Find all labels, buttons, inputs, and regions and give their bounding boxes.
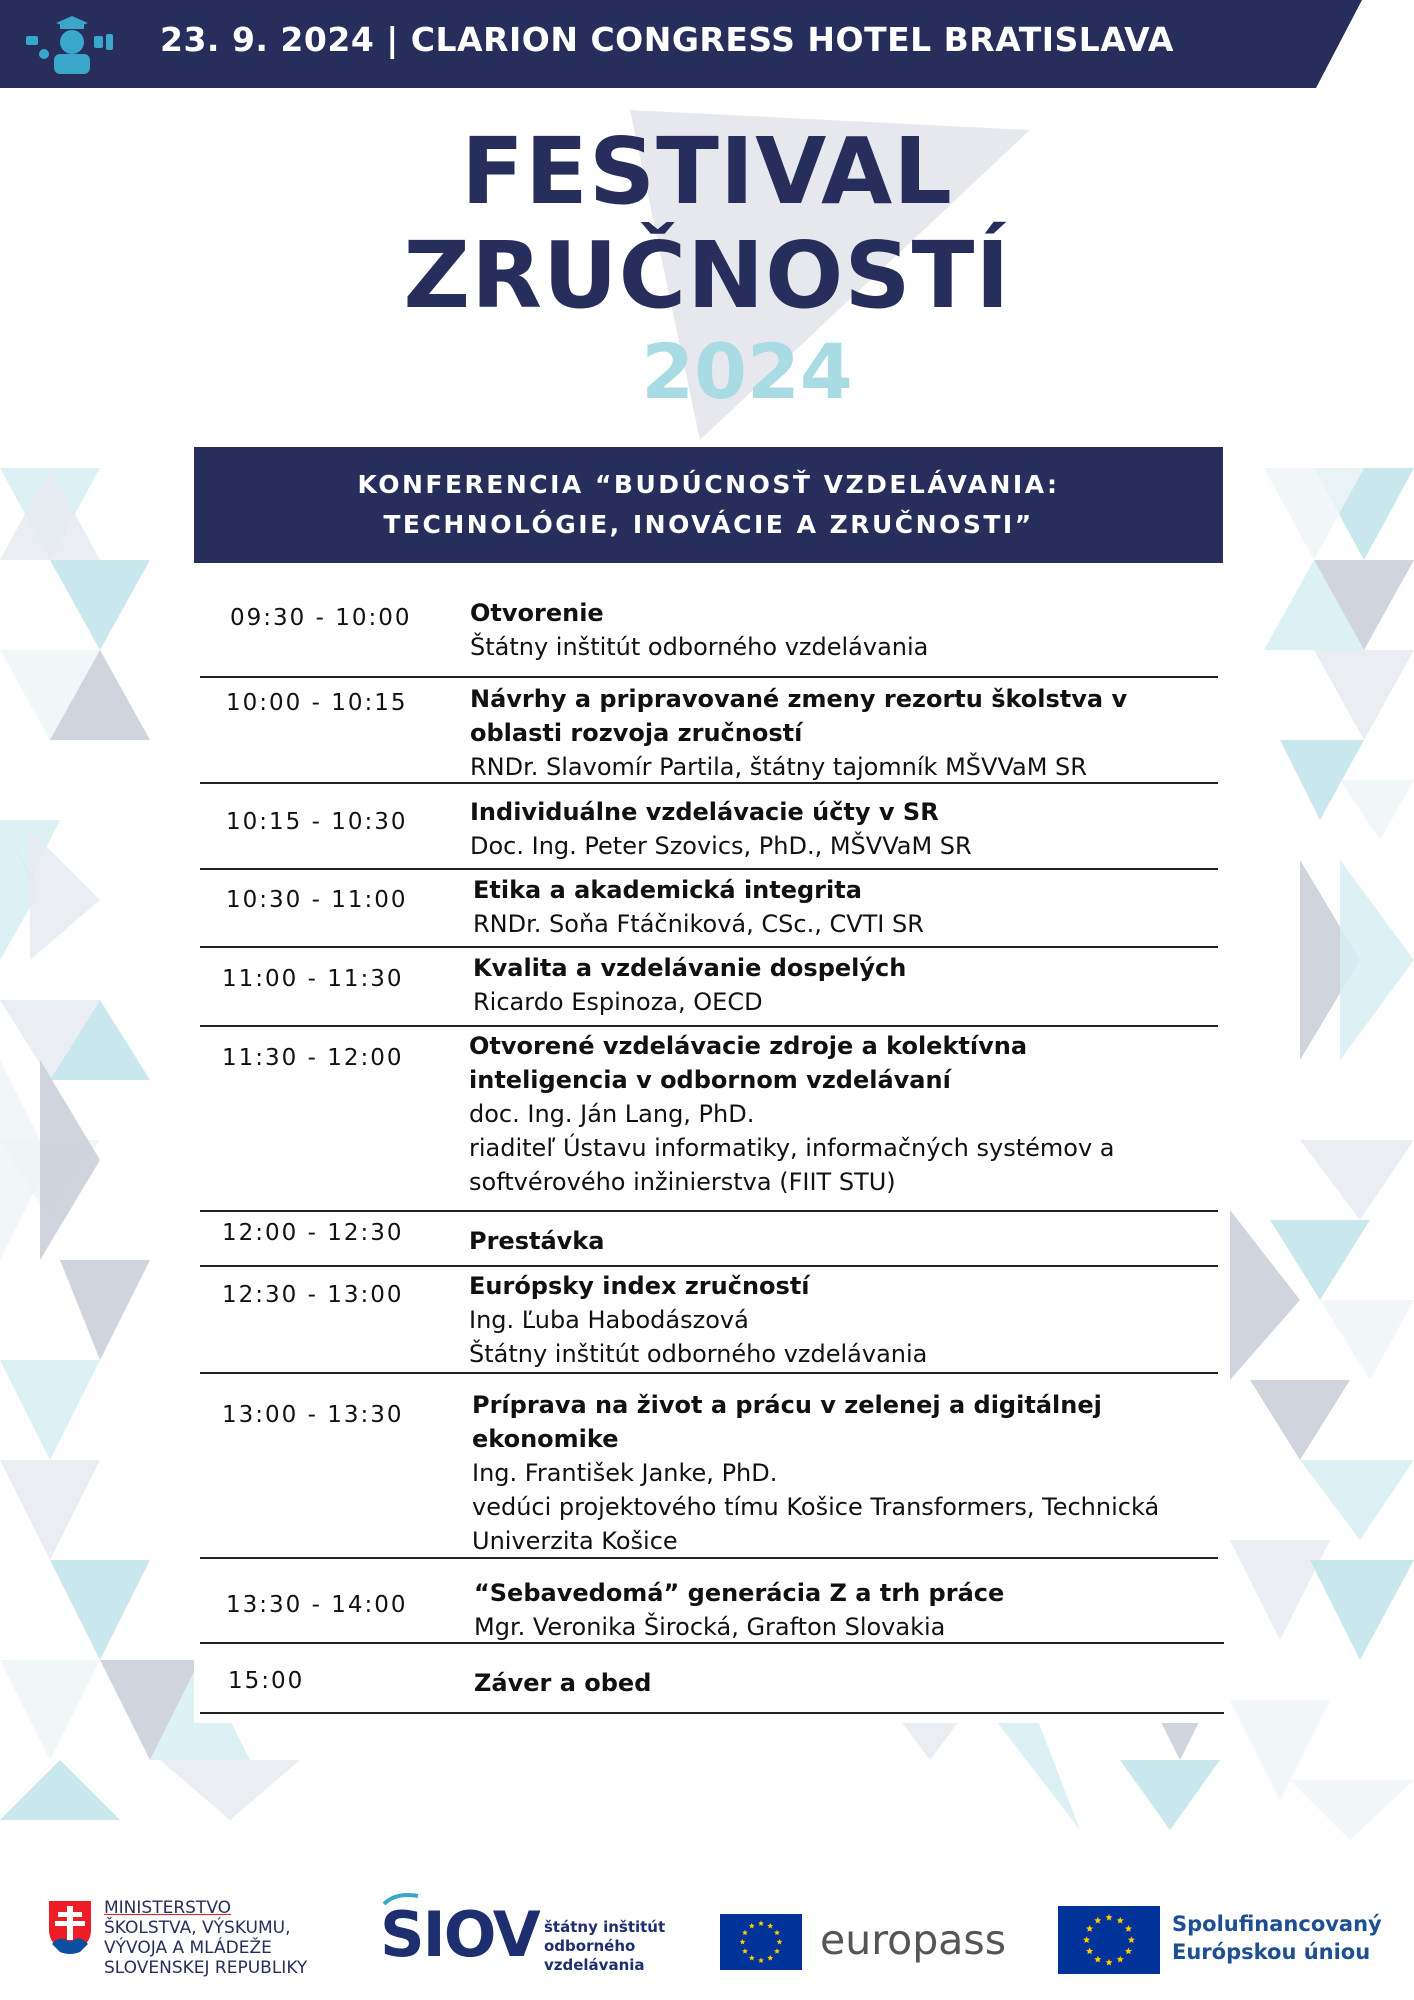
europass-flag [720, 1914, 802, 1970]
program-time: 10:30 - 11:00 [226, 887, 408, 913]
eu-flag-icon [1058, 1906, 1160, 1974]
background-triangle [0, 1360, 100, 1460]
siov-logo [380, 1894, 540, 1984]
program-title: Individuálne vzdelávacie účty v SR [470, 798, 939, 826]
divider [200, 1557, 1218, 1559]
program-time: 15:00 [228, 1668, 305, 1694]
background-triangle [1300, 1140, 1414, 1220]
background-triangle [1230, 1540, 1330, 1640]
ministry-logo [46, 1898, 94, 1956]
background-triangle [1320, 1300, 1414, 1380]
background-triangle [40, 1060, 100, 1260]
slovak-coat-of-arms-icon [46, 1898, 94, 1956]
divider [200, 1642, 1224, 1644]
program-time: 11:30 - 12:00 [222, 1045, 404, 1071]
program-detail: Mgr. Veronika Širocká, Grafton Slovakia [474, 1613, 946, 1641]
background-triangle [0, 1660, 100, 1760]
program-detail: Štátny inštitút odborného vzdelávania [469, 1340, 928, 1368]
program-detail: Ricardo Espinoza, OECD [473, 988, 763, 1016]
background-triangle [30, 830, 100, 960]
conference-banner [194, 447, 1223, 563]
background-triangle [60, 1260, 150, 1360]
background-triangle [1340, 780, 1414, 840]
background-triangle [900, 1720, 960, 1760]
siov-subtitle-line: vzdelávania [544, 1956, 645, 1974]
program-time: 13:30 - 14:00 [226, 1592, 408, 1618]
program-detail: Ing. František Janke, PhD. [472, 1459, 778, 1487]
title-line-2: ZRUČNOSTÍ [403, 222, 1011, 329]
conference-title-line-2: TECHNOLÓGIE, INOVÁCIE A ZRUČNOSTI” [383, 510, 1034, 539]
program-time: 12:00 - 12:30 [222, 1220, 404, 1246]
ministry-name [104, 1898, 307, 1978]
program-detail: RNDr. Soňa Ftáčniková, CSc., CVTI SR [473, 910, 924, 938]
siov-subtitle-line: odborného [544, 1937, 636, 1955]
background-triangle [1250, 1380, 1350, 1460]
eu-flag-icon [720, 1914, 802, 1970]
europass-wordmark: europass [820, 1916, 1007, 1964]
ministry-name-line: VÝVOJA A MLÁDEŽE [104, 1938, 272, 1958]
program-time: 10:00 - 10:15 [226, 690, 408, 716]
program-title: Príprava na život a prácu v zelenej a digitálnej ekonomike [472, 1391, 1102, 1453]
program-detail: Doc. Ing. Peter Szovics, PhD., MŠVVaM SR [470, 832, 972, 860]
divider [200, 676, 1218, 678]
program-detail: doc. Ing. Ján Lang, PhD. [469, 1100, 755, 1128]
program-title: Návrhy a pripravované zmeny rezortu školstva v oblasti rozvoja zručností [470, 685, 1128, 747]
ministry-name-line: MINISTERSTVO [104, 1898, 232, 1918]
program-time: 09:30 - 10:00 [230, 605, 412, 631]
ministry-name-line: SLOVENSKEJ REPUBLIKY [104, 1958, 308, 1978]
background-triangle [50, 1560, 150, 1660]
divider [200, 1712, 1224, 1714]
background-triangle [50, 560, 150, 650]
siov-subtitle [544, 1918, 665, 1975]
background-triangle [1310, 1560, 1414, 1660]
siov-subtitle-line: štátny inštitút [544, 1918, 666, 1936]
program-detail: riaditeľ Ústavu informatiky, informačných systémov a softvérového inžinierstva (FIIT STU) [469, 1134, 1115, 1196]
program-detail: RNDr. Slavomír Partila, štátny tajomník MŠVVaM SR [470, 753, 1087, 781]
eu-flag [1058, 1906, 1160, 1974]
program-title: Záver a obed [474, 1669, 652, 1697]
program-time: 10:15 - 10:30 [226, 809, 408, 835]
background-triangle [1290, 1780, 1414, 1840]
divider [200, 1265, 1218, 1267]
program-time: 13:00 - 13:30 [222, 1402, 404, 1428]
title-year: 2024 [641, 327, 853, 416]
eu-cofunded-text [1172, 1910, 1382, 1966]
program-time: 12:30 - 13:00 [222, 1282, 404, 1308]
background-triangle [0, 1760, 120, 1820]
program-title: Prestávka [469, 1227, 605, 1255]
background-triangle [1300, 1460, 1414, 1540]
background-triangle [1340, 860, 1414, 1060]
eu-cofunded-line: Európskou úniou [1172, 1940, 1371, 1964]
partner-logos [0, 1880, 1414, 2000]
divider [200, 946, 1218, 948]
background-triangle [160, 1760, 300, 1820]
background-triangle [1314, 650, 1414, 740]
top-banner [0, 0, 1414, 88]
divider [200, 1210, 1218, 1212]
program-title: Európsky index zručností [469, 1272, 810, 1300]
divider [200, 868, 1218, 870]
background-triangle [1120, 1760, 1220, 1830]
program-title: Otvorené vzdelávacie zdroje a kolektívna inteligencia v odbornom vzdelávaní [469, 1032, 1028, 1094]
divider [200, 1025, 1218, 1027]
eu-cofunded-line: Spolufinancovaný [1172, 1912, 1382, 1936]
program-time: 11:00 - 11:30 [222, 966, 404, 992]
siov-wordmark: SIOV [380, 1898, 539, 1971]
program-title: Kvalita a vzdelávanie dospelých [473, 954, 907, 982]
festival-title [0, 118, 1414, 416]
conference-title-line-1: KONFERENCIA “BUDÚCNOSŤ VZDELÁVANIA: [357, 470, 1060, 499]
program-title: Etika a akademická integrita [473, 876, 862, 904]
festival-logo-icon [24, 12, 120, 78]
divider [200, 1372, 1218, 1374]
divider [200, 782, 1218, 784]
program-detail: Štátny inštitút odborného vzdelávania [470, 633, 929, 661]
background-triangle [0, 1460, 100, 1560]
ministry-name-line: ŠKOLSTVA, VÝSKUMU, [104, 1918, 291, 1938]
program-title: “Sebavedomá” generácia Z a trh práce [474, 1579, 1005, 1607]
event-date-venue: 23. 9. 2024 | CLARION CONGRESS HOTEL BRATISLAVA [160, 20, 1174, 59]
program-title: Otvorenie [470, 599, 604, 627]
program-detail: vedúci projektového tímu Košice Transformers, Technická Univerzita Košice [472, 1493, 1160, 1555]
program-detail: Ing. Ľuba Habodászová [469, 1306, 749, 1334]
title-line-1: FESTIVAL [461, 118, 953, 225]
